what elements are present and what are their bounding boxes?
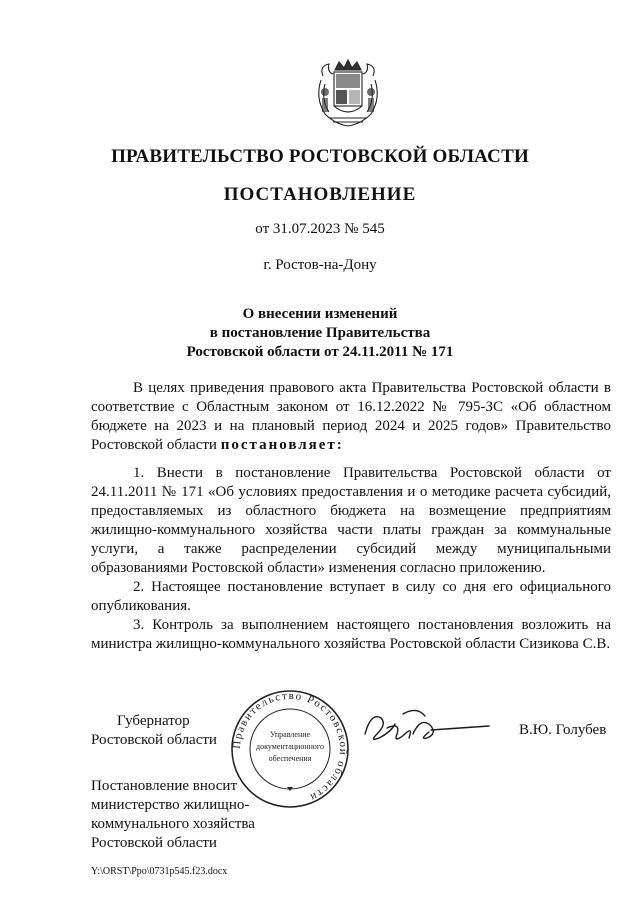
decree-item-3: 3. Контроль за выполнением настоящего постановления возложить на министра жилищно-коммунального хозяйства Ростовской области Сизикова С.В. xyxy=(91,617,611,652)
document-date-number: от 31.07.2023 № 545 xyxy=(255,221,385,237)
stamp-center-line-2: документационного xyxy=(256,742,324,751)
stamp-center-line-1: Управление xyxy=(269,730,311,739)
subject-line-3: Ростовской области от 24.11.2011 № 171 xyxy=(186,344,454,360)
signatory-post-line-1: Губернатор xyxy=(117,713,190,729)
decree-items xyxy=(91,464,611,654)
subject-line-1: О внесении изменений xyxy=(242,306,398,322)
stamp-ring-text: Правительство Ростовской области xyxy=(230,689,350,804)
decree-item-1: 1. Внести в постановление Правительства Ростовской области от 24.11.2011 № 171 «Об условиях предоставления и о методике расчета субсидий, предоставляемых из областного бюджета на возмещение предприятиям жилищно-коммунального хозяйства части платы граждан за коммунальные услуги, а также распределении субсидий между муниципальными образованиями Ростовской области» изменения согласно приложению. xyxy=(91,465,611,576)
submitter-block xyxy=(91,777,255,853)
signatory-post xyxy=(91,712,217,750)
signatory-name: В.Ю. Голубев xyxy=(519,722,607,738)
file-path-footer: Y:\ORST\Ppo\0731p545.f23.docx xyxy=(91,866,228,877)
submitter-line-4: Ростовской области xyxy=(91,835,217,851)
document-type-title: ПОСТАНОВЛЕНИЕ xyxy=(223,184,417,205)
subject-line-2: в постановление Правительства xyxy=(209,325,431,341)
preamble-paragraph xyxy=(91,379,611,455)
document-city: г. Ростов-на-Дону xyxy=(263,257,377,273)
signatory-post-line-2: Ростовской области xyxy=(91,732,217,748)
coat-of-arms-emblem xyxy=(313,58,383,130)
decree-item-2: 2. Настоящее постановление вступает в силу со дня его официального опубликования. xyxy=(91,579,611,614)
handwritten-signature xyxy=(357,704,492,752)
organization-title: ПРАВИТЕЛЬСТВО РОСТОВСКОЙ ОБЛАСТИ xyxy=(111,146,529,167)
submitter-line-2: министерство жилищно- xyxy=(91,797,250,813)
document-subject xyxy=(0,305,640,362)
stamp-center-line-3: обеспечения xyxy=(268,754,312,763)
decree-word: постановляет: xyxy=(220,437,344,453)
preamble-text: В целях приведения правового акта Правительства Ростовской области в соответствие с Областным законом от 16.12.2022 № 795-ЗС «Об областном бюджете на 2023 и на плановый период 2024 и 2025 годов» Правительство Ростовской области xyxy=(91,380,611,453)
submitter-line-3: коммунального хозяйства xyxy=(91,816,255,832)
submitter-line-1: Постановление вносит xyxy=(91,778,238,794)
